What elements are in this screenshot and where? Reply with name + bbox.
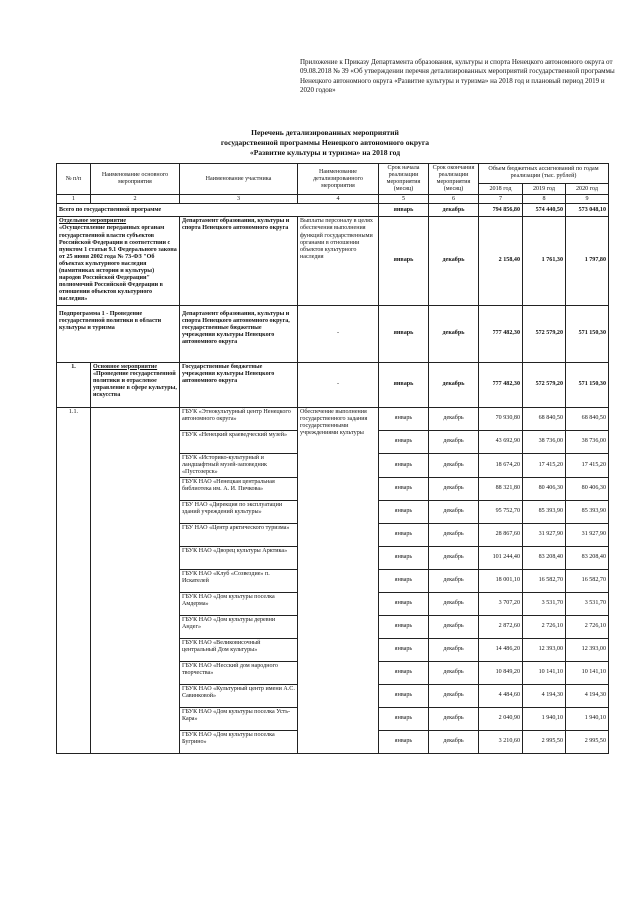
org-name: ГБУК «Историко-культурный и ландшафтный музей-заповедник «Пустозерск»	[180, 453, 298, 477]
org-2019: 16 582,70	[523, 569, 566, 592]
org-end: декабрь	[429, 707, 479, 730]
org-start: январь	[379, 523, 429, 546]
org-2020: 80 406,30	[566, 477, 609, 500]
org-2020: 68 840,50	[566, 407, 609, 430]
org-name: ГБУК «Этнокультурный центр Ненецкого автономного округа»	[180, 407, 298, 430]
org-name: ГБУК НАО «Великовисочный центральный Дом культуры»	[180, 638, 298, 661]
subprogram-text: Подпрограмма 1 - Проведение государственной политики в области культуры и туризма	[57, 305, 180, 362]
separate-end: декабрь	[429, 217, 479, 305]
org-2020: 4 194,30	[566, 684, 609, 707]
separate-event-heading: Отдельное мероприятие	[59, 218, 127, 225]
org-end: декабрь	[429, 661, 479, 684]
org-name: ГБУК НАО «Дом культуры поселка Амдерма»	[180, 592, 298, 615]
index-cell: 7	[479, 195, 523, 204]
org-2020: 31 927,90	[566, 523, 609, 546]
org-start: январь	[379, 407, 429, 430]
separate-event-text: «Осуществление переданных органам государственной власти субъектов Российской Федерации в соответствии с пунктом 1 статьи 9.1 Федерального закона от 25 июня 2002 года № 73-ФЗ "Об объектах культурного наследия (памятниках истории и культуры) народов Российской Федерации" полномочий Российской Федерации в отношении объектов культурного наследия»	[59, 225, 177, 303]
subprogram-2020: 571 150,30	[566, 305, 609, 362]
org-name: ГБУК НАО «Дом культуры поселка Усть-Кара»	[180, 707, 298, 730]
org-name: ГБУК НАО «Культурный центр имени А.С. Савинковой»	[180, 684, 298, 707]
index-cell: 8	[523, 195, 566, 204]
header-volume: Объем бюджетных ассигнований по годам реализации (тыс. рублей)	[479, 164, 609, 184]
main-event-start: январь	[379, 362, 429, 407]
appendix-note: Приложение к Приказу Департамента образования, культуры и спорта Ненецкого автономного округа от 09.08.2018 № 39 «Об утверждении перечня детализированных мероприятий государственной программы Ненецкого автономного округа «Развитие культуры и туризма» на 2018 год и плановый период 2019 и 2020 годов»	[300, 58, 615, 94]
subprogram-end: декабрь	[429, 305, 479, 362]
org-2018: 10 849,20	[479, 661, 523, 684]
total-end: декабрь	[429, 204, 479, 217]
org-2020: 83 208,40	[566, 546, 609, 569]
title-line-1: Перечень детализированных мероприятий	[251, 128, 399, 137]
org-start: январь	[379, 615, 429, 638]
index-cell: 6	[429, 195, 479, 204]
column-index-row	[57, 195, 609, 204]
org-2018: 18 001,10	[479, 569, 523, 592]
main-event-2019: 572 579,20	[523, 362, 566, 407]
org-2019: 83 208,40	[523, 546, 566, 569]
separate-2019: 1 761,30	[523, 217, 566, 305]
subprogram-start: январь	[379, 305, 429, 362]
separate-event-row	[57, 217, 609, 305]
header-start: Срок начала реализации мероприятия (месяц)	[379, 164, 429, 195]
org-2018: 70 930,80	[479, 407, 523, 430]
org-2019: 17 415,20	[523, 453, 566, 477]
main-event-row	[57, 362, 609, 407]
index-cell: 1	[57, 195, 91, 204]
main-event-2018: 777 482,30	[479, 362, 523, 407]
header-participant: Наименование участника	[180, 164, 298, 195]
org-end: декабрь	[429, 453, 479, 477]
total-start: январь	[379, 204, 429, 217]
subprogram-participant: Департамент образования, культуры и спорта Ненецкого автономного округа, государственные бюджетные учреждения культуры Ненецкого автономного округа	[180, 305, 298, 362]
subprogram-2019: 572 579,20	[523, 305, 566, 362]
org-start: январь	[379, 638, 429, 661]
org-start: январь	[379, 592, 429, 615]
subprogram-row	[57, 305, 609, 362]
org-2020: 12 393,00	[566, 638, 609, 661]
org-2019: 80 406,30	[523, 477, 566, 500]
org-name: ГБУК НАО «Клуб «Созвездие» п. Искателей	[180, 569, 298, 592]
org-name: ГБУК «Ненецкий краеведческий музей»	[180, 430, 298, 453]
org-2018: 18 674,20	[479, 453, 523, 477]
title-line-2: государственной программы Ненецкого автономного округа	[220, 138, 430, 147]
org-2018: 43 692,90	[479, 430, 523, 453]
org-2019: 31 927,90	[523, 523, 566, 546]
org-start: январь	[379, 569, 429, 592]
org-2018: 3 210,60	[479, 730, 523, 753]
main-event-detail: -	[298, 362, 379, 407]
org-rows	[57, 407, 609, 753]
header-2018: 2018 год	[479, 183, 523, 195]
org-2018: 88 321,80	[479, 477, 523, 500]
org-2019: 4 194,30	[523, 684, 566, 707]
total-label: Всего по государственной программе	[57, 204, 379, 217]
org-start: январь	[379, 500, 429, 523]
org-start: январь	[379, 730, 429, 753]
sub-item-detail: Обеспечение выполнения государственного задания государственными учреждениями культуры	[298, 407, 379, 753]
main-event	[91, 362, 180, 407]
main-event-text: «Проведение государственной политики и отраслевое управление в сфере культуры, искусства	[93, 370, 177, 398]
main-event-2020: 571 150,30	[566, 362, 609, 407]
header-2020: 2020 год	[566, 183, 609, 195]
org-2019: 2 726,10	[523, 615, 566, 638]
separate-participant: Департамент образования, культуры и спорта Ненецкого автономного округа	[180, 217, 298, 305]
org-start: январь	[379, 477, 429, 500]
org-name: ГБУК НАО «Дворец культуры Арктика»	[180, 546, 298, 569]
org-2018: 2 872,60	[479, 615, 523, 638]
separate-detail: Выплаты персоналу в целях обеспечения выполнения функций государственными органами в отношении объектов культурного наследия	[298, 217, 379, 305]
org-start: январь	[379, 430, 429, 453]
index-cell: 9	[566, 195, 609, 204]
org-2020: 2 726,10	[566, 615, 609, 638]
subprogram-2018: 777 482,30	[479, 305, 523, 362]
total-2018: 794 856,80	[479, 204, 523, 217]
org-name: ГБУ НАО «Центр арктического туризма»	[180, 523, 298, 546]
org-2018: 95 752,70	[479, 500, 523, 523]
title-line-3: «Развитие культуры и туризма» на 2018 год	[249, 148, 401, 157]
org-end: декабрь	[429, 615, 479, 638]
main-event-participant: Государственные бюджетные учреждения культуры Ненецкого автономного округа	[180, 362, 298, 407]
sub-item-event-empty	[91, 407, 180, 753]
events-table	[56, 163, 609, 754]
org-start: январь	[379, 453, 429, 477]
org-name: ГБУК НАО «Ненецкая центральная библиотека им. А. И. Пичкова»	[180, 477, 298, 500]
org-2018: 101 244,40	[479, 546, 523, 569]
org-2018: 14 486,20	[479, 638, 523, 661]
header-2019: 2019 год	[523, 183, 566, 195]
sub-item-num: 1.1.	[57, 407, 91, 753]
separate-event	[57, 217, 180, 305]
org-end: декабрь	[429, 684, 479, 707]
org-2020: 3 531,70	[566, 592, 609, 615]
total-row	[57, 204, 609, 217]
document-title	[80, 128, 570, 158]
header-row	[57, 164, 609, 184]
total-2020: 573 048,10	[566, 204, 609, 217]
index-cell: 5	[379, 195, 429, 204]
org-end: декабрь	[429, 500, 479, 523]
org-end: декабрь	[429, 730, 479, 753]
header-end: Срок окончания реализации мероприятия (месяц)	[429, 164, 479, 195]
org-end: декабрь	[429, 569, 479, 592]
org-start: январь	[379, 707, 429, 730]
index-cell: 2	[91, 195, 180, 204]
header-event: Наименование основного мероприятия	[91, 164, 180, 195]
org-2019: 38 736,00	[523, 430, 566, 453]
org-2020: 38 736,00	[566, 430, 609, 453]
org-start: январь	[379, 661, 429, 684]
org-2020: 16 582,70	[566, 569, 609, 592]
org-2019: 2 995,50	[523, 730, 566, 753]
separate-2020: 1 797,80	[566, 217, 609, 305]
separate-2018: 2 158,40	[479, 217, 523, 305]
main-event-num: 1.	[57, 362, 91, 407]
org-name: ГБУ НАО «Дирекция по эксплуатации зданий учреждений культуры»	[180, 500, 298, 523]
org-name: ГБУК НАО «Несский дом народного творчества»	[180, 661, 298, 684]
org-2020: 10 141,10	[566, 661, 609, 684]
header-detail: Наименование детализированного мероприятия	[298, 164, 379, 195]
org-end: декабрь	[429, 592, 479, 615]
main-event-heading: Основное мероприятие	[93, 363, 158, 370]
org-name: ГБУК НАО «Дом культуры деревни Андег»	[180, 615, 298, 638]
org-2019: 85 393,90	[523, 500, 566, 523]
org-2018: 2 040,90	[479, 707, 523, 730]
header-num: № п/п	[57, 164, 91, 195]
org-end: декабрь	[429, 477, 479, 500]
org-end: декабрь	[429, 523, 479, 546]
org-start: январь	[379, 546, 429, 569]
org-end: декабрь	[429, 407, 479, 430]
org-2019: 10 141,10	[523, 661, 566, 684]
org-start: январь	[379, 684, 429, 707]
org-2020: 17 415,20	[566, 453, 609, 477]
org-2020: 2 995,50	[566, 730, 609, 753]
org-end: декабрь	[429, 546, 479, 569]
subprogram-detail: -	[298, 305, 379, 362]
index-cell: 4	[298, 195, 379, 204]
org-end: декабрь	[429, 638, 479, 661]
org-2020: 1 940,10	[566, 707, 609, 730]
org-2019: 12 393,00	[523, 638, 566, 661]
index-cell: 3	[180, 195, 298, 204]
org-2018: 3 707,20	[479, 592, 523, 615]
org-2018: 28 867,60	[479, 523, 523, 546]
org-2019: 68 840,50	[523, 407, 566, 430]
separate-start: январь	[379, 217, 429, 305]
org-row	[57, 407, 609, 430]
org-2020: 85 393,90	[566, 500, 609, 523]
org-2019: 1 940,10	[523, 707, 566, 730]
org-end: декабрь	[429, 430, 479, 453]
org-name: ГБУК НАО «Дом культуры поселка Бугрино»	[180, 730, 298, 753]
org-2019: 3 531,70	[523, 592, 566, 615]
main-event-end: декабрь	[429, 362, 479, 407]
org-2018: 4 484,60	[479, 684, 523, 707]
total-2019: 574 440,50	[523, 204, 566, 217]
